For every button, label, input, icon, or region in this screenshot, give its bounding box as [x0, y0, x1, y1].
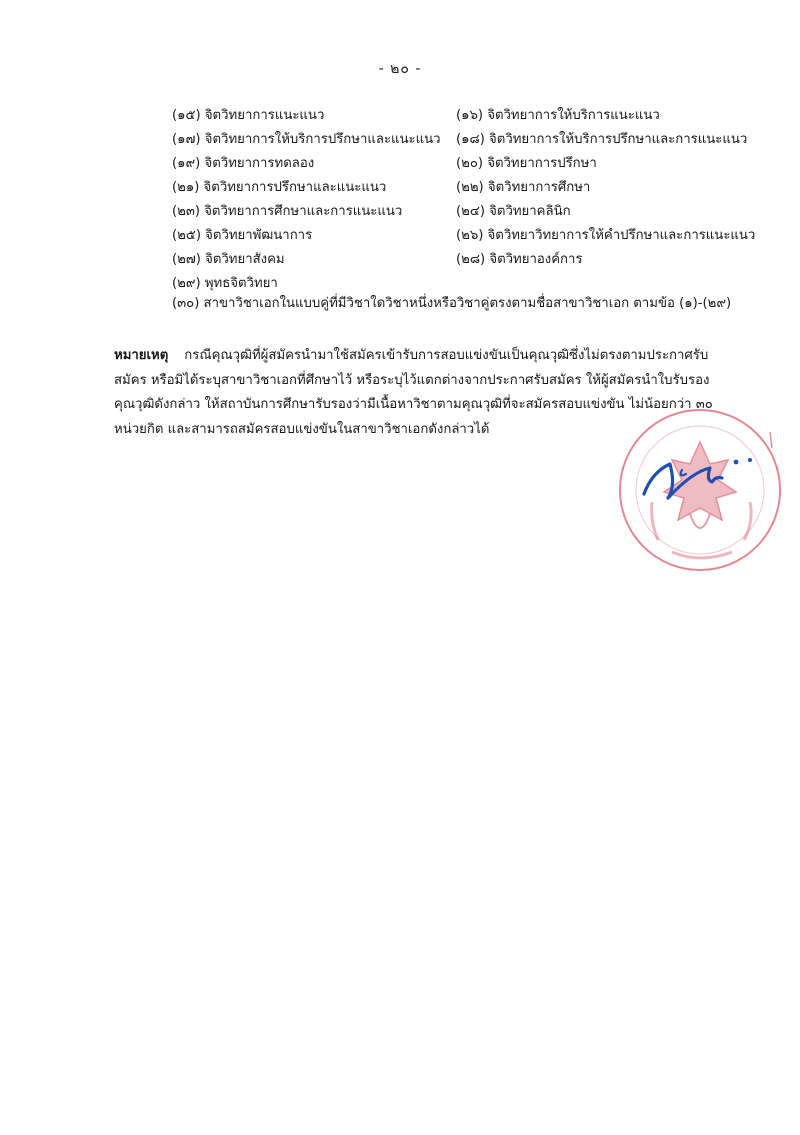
remark-text: กรณีคุณวุฒิที่ผู้สมัครนำมาใช้สมัครเข้ารับการสอบแข่งขันเป็นคุณวุฒิซึ่งไม่ตรงตามประกาศรับ — [184, 348, 709, 363]
remark-line: หน่วยกิต และสามารถสมัครสอบแข่งขันในสาขาวิชาเอกดังกล่าวได้ — [114, 421, 490, 437]
major-row — [172, 222, 756, 246]
major-item: (๒๒) จิตวิทยาการศึกษา — [456, 179, 591, 195]
major-item: (๑๘) จิตวิทยาการให้บริการปรึกษาและการแนะแนว — [456, 131, 748, 147]
major-item: (๒๑) จิตวิทยาการปรึกษาและแนะแนว — [172, 179, 387, 195]
major-row — [172, 126, 748, 150]
major-item: (๒๐) จิตวิทยาการปรึกษา — [456, 155, 597, 171]
major-row — [172, 102, 732, 126]
major-row — [172, 174, 732, 198]
major-item: (๑๖) จิตวิทยาการให้บริการแนะแนว — [456, 107, 660, 123]
remark-line: คุณวุฒิดังกล่าว ให้สถาบันการศึกษารับรองว่ามีเนื้อหาวิชาตามคุณวุฒิที่จะสมัครสอบแข่งขัน ไม่น้อยกว่า ๓๐ — [114, 397, 713, 412]
major-item-30: (๓๐) สาขาวิชาเอกในแบบคู่ที่มีวิชาใดวิชาหนึ่งหรือวิชาคู่ตรงตามชื่อสาขาวิชาเอก ตามข้อ (๑)-(๒๙) — [172, 296, 732, 311]
major-item: (๒๓) จิตวิทยาการศึกษาและการแนะแนว — [172, 203, 403, 219]
remark-line: สมัคร หรือมิได้ระบุสาขาวิชาเอกที่ศึกษาไว้ หรือระบุไว้แตกต่างจากประกาศรับสมัคร ให้ผู้สมัครนำใบรับรอง — [114, 372, 710, 388]
major-item: (๒๙) พุทธจิตวิทยา — [172, 275, 278, 291]
major-item: (๒๘) จิตวิทยาองค์การ — [456, 251, 583, 267]
major-item: (๒๔) จิตวิทยาคลินิก — [456, 203, 571, 219]
page-number: - ๒๐ - — [378, 61, 422, 77]
major-item: (๑๗) จิตวิทยาการให้บริการปรึกษาและแนะแนว — [172, 131, 441, 147]
major-row — [172, 198, 732, 222]
major-list — [172, 102, 756, 294]
major-item: (๒๗) จิตวิทยาสังคม — [172, 251, 285, 267]
major-item: (๒๖) จิตวิทยาวิทยาการให้คำปรึกษาและการแนะแนว — [456, 227, 756, 243]
major-row — [172, 150, 732, 174]
official-seal-icon — [612, 402, 788, 578]
major-item: (๒๕) จิตวิทยาพัฒนาการ — [172, 227, 313, 243]
remark-line — [114, 344, 750, 369]
major-row — [172, 270, 732, 294]
remark-heading: หมายเหตุ — [114, 348, 169, 363]
major-item: (๑๙) จิตวิทยาการทดลอง — [172, 155, 315, 171]
major-item: (๑๕) จิตวิทยาการแนะแนว — [172, 107, 325, 123]
major-row — [172, 246, 732, 270]
